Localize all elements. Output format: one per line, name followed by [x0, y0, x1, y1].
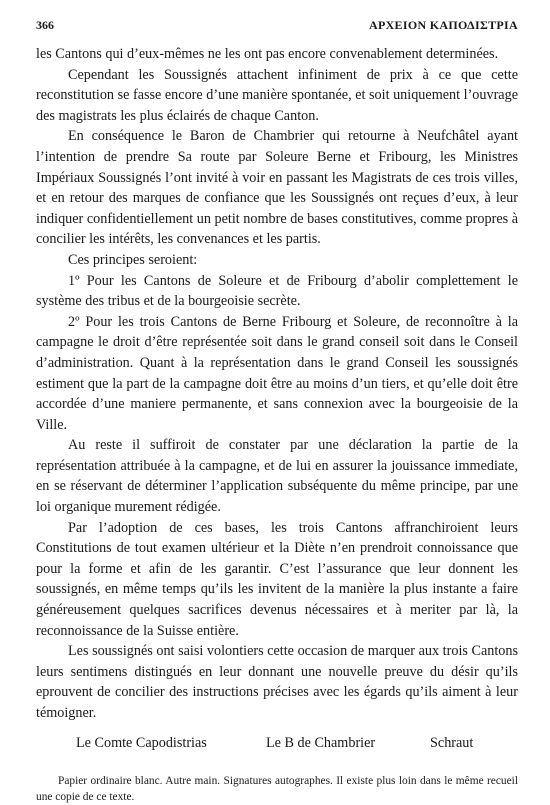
paragraph: 1º Pour les Cantons de Soleure et de Fribourg d’abolir complettement le système des tribus et de la bourgeoisie secrète. [36, 272, 518, 310]
paragraph: Par l’adoption de ces bases, les trois Cantons affranchiroient leurs Constitutions de tout examen ultérieur et la Diète n’en prendroit connoissance que pour la forme et afin de les garantir. C’est l’assurance que leur donnent les soussignés, en même temps qu’ils les invitent de la manière la plus instante a faire généreusement quelques sacrifices devenus nécessaires et à meriter par là, la reconnoissance de la Suisse entière. [36, 519, 518, 639]
running-title: ΑΡΧΕΙΟΝ ΚΑΠΟΔΙΣΤΡΙΑ [368, 18, 518, 32]
page-number: 366 [36, 18, 54, 32]
signature-capodistrias: Le Comte Capodistrias [76, 734, 207, 751]
signature-chambrier: Le B de Chambrier [266, 734, 376, 751]
paragraph: 2º Pour les trois Cantons de Berne Fribourg et Soleure, de reconnoître à la campagne le droit d’être représentée soit dans le grand conseil soit dans le Conseil d’administration. Quant à la représentation dans le grand Conseil les soussignés estiment que la part de la campagne doit être au moins d’un tiers, et qu’elle doit être accordée d’une maniere permanente, et sans connexion avec la bourgeoisie de la Ville. [36, 313, 518, 433]
letter-body [36, 44, 518, 724]
running-header [36, 18, 518, 40]
paragraph: Les soussignés ont saisi volontiers cette occasion de marquer aux trois Cantons leurs sentimens distingués en leur donnant une nouvelle preuve du désir qu’ils eprouvent de concilier des instructions précises avec les égards qu’ils aiment à leur témoigner. [36, 643, 518, 721]
paragraph: les Cantons qui d’eux-mêmes ne les ont pas encore convenablement determinées. [36, 46, 499, 62]
signature-line [36, 733, 518, 753]
paragraph: Au reste il suffiroit de constater par une déclaration la partie de la représentation attribuée à la campagne, et de lui en assurer la jouissance immediate, en se réservant de déterminer l’application subséquente du même principe, par une loi organique murement rédigée. [36, 437, 518, 516]
paragraph: En conséquence le Baron de Chambrier qui retourne à Neufchâtel ayant l’intention de prendre Sa route par Soleure Berne et Fribourg, les Ministres Impériaux Soussignés l’ont invité à voir en passant les Magistrats de ces trois villes, et en retour des marques de confiance que les Soussignés ont reçues d’eux, à leur indiquer confidentiellement un petit nombre de bases constitutives, comme propres à concilier les intérêts, les convenances et les partis. [36, 128, 518, 248]
signature-schraut: Schraut [430, 734, 474, 751]
document-page [36, 18, 518, 805]
paragraph: Ces principes seroient: [68, 251, 198, 268]
paragraph: Cependant les Soussignés attachent infiniment de prix à ce que cette reconstitution se fasse encore d’une manière spontanée, et soit uniquement l’ouvrage des magistrats les plus éclairés de chaque Canton. [36, 66, 518, 124]
editorial-note: Papier ordinaire blanc. Autre main. Signatures autographes. Il existe plus loin dans le même recueil une copie de ce texte. [36, 774, 518, 803]
